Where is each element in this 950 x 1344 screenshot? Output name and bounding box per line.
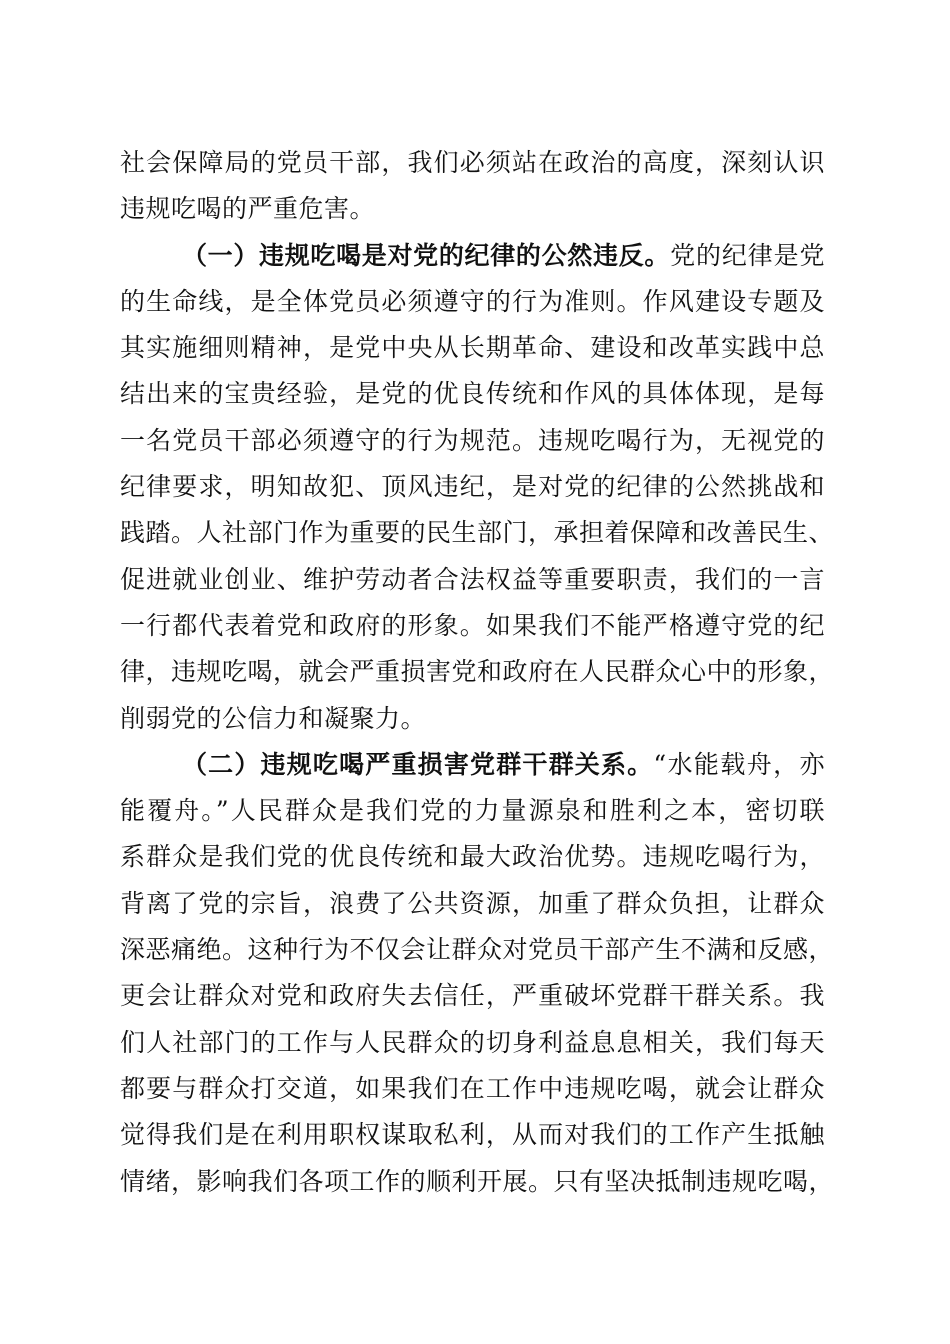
text-line: 社会保障局的党员干部，我们必须站在政治的高度，深刻认识 (120, 148, 825, 177)
text-line: 能覆舟。”人民群众是我们党的力量源泉和胜利之本，密切联 (120, 796, 825, 826)
text-line (120, 233, 825, 279)
text-line: 践踏。人社部门作为重要的民生部门，承担着保障和改善民生、 (120, 518, 835, 548)
text-line (120, 742, 825, 788)
text-line: 一名党员干部必须遵守的行为规范。违规吃喝行为，无视党的 (120, 425, 825, 455)
text-line: 削弱党的公信力和凝聚力。 (120, 703, 427, 733)
text-line: 其实施细则精神，是党中央从长期革命、建设和改革实践中总 (120, 333, 825, 363)
paragraph-two (120, 742, 835, 1205)
text-line: 更会让群众对党和政府失去信任，严重破坏党群干群关系。我 (120, 981, 825, 1011)
text-line: 都要与群众打交道，如果我们在工作中违规吃喝，就会让群众 (120, 1073, 825, 1103)
text-line: 系群众是我们党的优良传统和最大政治优势。违规吃喝行为， (120, 842, 825, 872)
text-line: 情绪，影响我们各项工作的顺利开展。只有坚决抵制违规吃喝， (120, 1166, 835, 1196)
text-fragment: “水能载舟，亦 (653, 749, 825, 779)
text-fragment: 党的纪律是党 (670, 240, 825, 270)
paragraph-intro (120, 140, 825, 233)
paragraph-one (120, 233, 835, 742)
text-line: 觉得我们是在利用职权谋取私利，从而对我们的工作产生抵触 (120, 1120, 825, 1150)
text-line: 一行都代表着党和政府的形象。如果我们不能严格遵守党的纪 (120, 610, 825, 640)
text-line: 背离了党的宗旨，浪费了公共资源，加重了群众负担，让群众 (120, 888, 825, 918)
text-line: 违规吃喝的严重危害。 (120, 194, 376, 224)
text-line: 纪律要求，明知故犯、顶风违纪，是对党的纪律的公然挑战和 (120, 472, 825, 502)
section-heading-two: （二）违规吃喝严重损害党群干群关系。 (182, 749, 654, 779)
text-line: 结出来的宝贵经验，是党的优良传统和作风的具体体现，是每 (120, 379, 825, 409)
body-text (120, 140, 835, 1205)
text-line: 深恶痛绝。这种行为不仅会让群众对党员干部产生不满和反感， (120, 935, 835, 965)
text-line: 的生命线，是全体党员必须遵守的行为准则。作风建设专题及 (120, 286, 825, 316)
text-line: 促进就业创业、维护劳动者合法权益等重要职责，我们的一言 (120, 564, 825, 594)
section-heading-one: （一）违规吃喝是对党的纪律的公然违反。 (182, 240, 671, 270)
text-line: 们人社部门的工作与人民群众的切身利益息息相关，我们每天 (120, 1027, 825, 1057)
text-line: 律，违规吃喝，就会严重损害党和政府在人民群众心中的形象， (120, 657, 835, 687)
